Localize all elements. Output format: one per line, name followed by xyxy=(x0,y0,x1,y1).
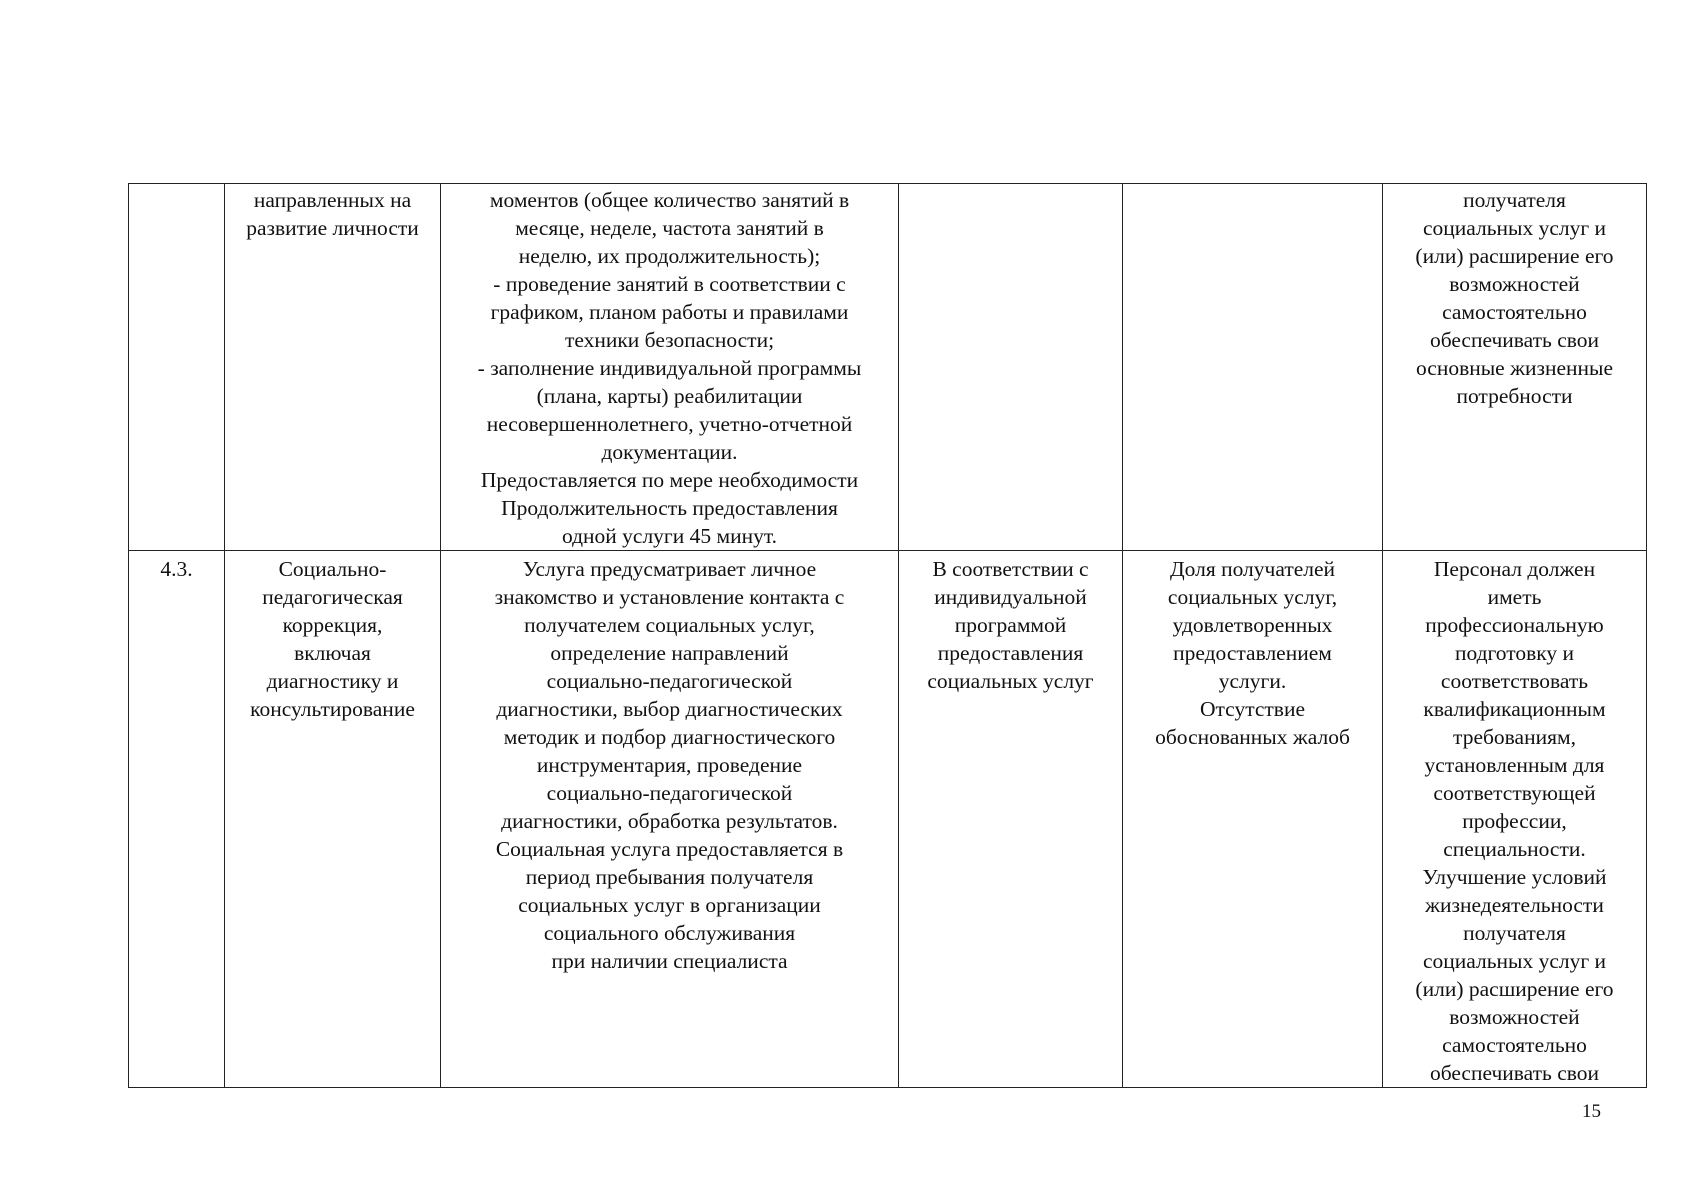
service-description-cell: моментов (общее количество занятий в месяце, неделе, частота занятий в неделю, их продолжительность); - проведение занятий в соответствии с графиком, планом работы и правилами техники безопасности; - заполнение индивидуальной программы (плана, карты) реабилитации несовершеннолетнего, учетно-отчетной документации. Предоставляется по мере необходимости Продолжительность предоставления одной услуги 45 минут. xyxy=(441,184,899,551)
row-number-cell xyxy=(129,184,225,551)
service-name-cell: Социально- педагогическая коррекция, включая диагностику и консультирование xyxy=(225,551,441,1088)
quality-indicators-cell xyxy=(1123,184,1383,551)
service-conditions-cell: получателя социальных услуг и (или) расширение его возможностей самостоятельно обеспечивать свои основные жизненные потребности xyxy=(1383,184,1647,551)
service-name-cell: направленных на развитие личности xyxy=(225,184,441,551)
page-number: 15 xyxy=(1582,1101,1601,1122)
service-terms-cell xyxy=(899,184,1123,551)
service-description-cell: Услуга предусматривает личное знакомство и установление контакта с получателем социальных услуг, определение направлений социально-педагогической диагностики, выбор диагностических методик и подбор диагностического инструментария, проведение социально-педагогической диагностики, обработка результатов. Социальная услуга предоставляется в период пребывания получателя социальных услуг в организации социального обслуживания при наличии специалиста xyxy=(441,551,899,1088)
service-terms-cell: В соответствии с индивидуальной программой предоставления социальных услуг xyxy=(899,551,1123,1088)
services-table xyxy=(128,183,1647,1088)
table-row xyxy=(129,184,1647,551)
quality-indicators-cell: Доля получателей социальных услуг, удовлетворенных предоставлением услуги. Отсутствие обоснованных жалоб xyxy=(1123,551,1383,1088)
row-number-cell: 4.3. xyxy=(129,551,225,1088)
service-conditions-cell: Персонал должен иметь профессиональную подготовку и соответствовать квалификационным требованиям, установленным для соответствующей профессии, специальности. Улучшение условий жизнедеятельности получателя социальных услуг и (или) расширение его возможностей самостоятельно обеспечивать свои xyxy=(1383,551,1647,1088)
table-row xyxy=(129,551,1647,1088)
